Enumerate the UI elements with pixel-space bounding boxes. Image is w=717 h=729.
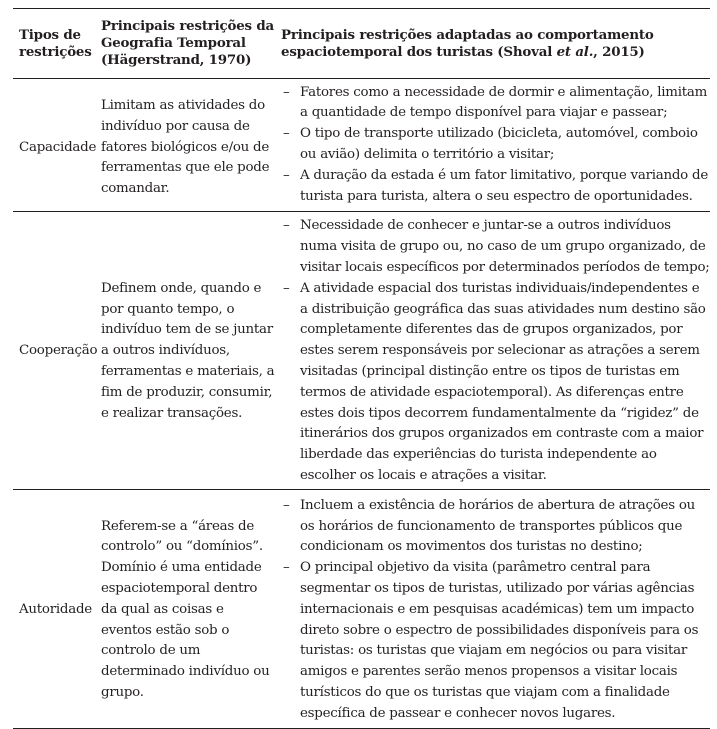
header-tourist-restrictions [275, 27, 710, 61]
table-row-autoridade [13, 490, 710, 728]
row-hagerstrand: Definem onde, quando e por quanto tempo, o indivíduo tem de se juntar a outros indivíduos, ferramentas e materiais, a fim de produzir, consumir, e realizar transações. [101, 280, 275, 421]
list-item: – A atividade espacial dos turistas individuais/independentes e a distribuição geográfica das suas atividades num destino são completamente diferentes das de grupos organizados, por estes serem responsáveis por selecionar as atrações a serem visitadas (principal distinção entre os tipos de turistas em termos de atividade espaciotemporal). As diferenças entre estes dois tipos decorrem fundamentalmente da “rigidez” de itinerários dos grupos organizados em contraste com a maior liberdade das experiências do turista independente ao escolher os locais e atrações a visitar. [281, 279, 710, 487]
list-item: – O principal objetivo da visita (parâmetro central para segmentar os tipos de turistas, utilizado por várias agências internacionais e em pesquisas académicas) tem um impacto direto sobre o espectro de possibilidades disponíveis para os turistas: os turistas que viajam em negócios ou para visitar amigos e parentes serão menos propensos a visitar locais turísticos do que os turistas que viajam com a finalidade específica de passear e conhecer novos lugares. [281, 558, 710, 724]
list-item: – Fatores como a necessidade de dormir e alimentação, limitam a quantidade de tempo disponível para viajar e passear; [281, 83, 710, 125]
list-item: – A duração da estada é um fator limitativo, porque variando de turista para turista, altera o seu espectro de oportunidades. [281, 166, 710, 208]
row-type: Cooperação [19, 343, 98, 359]
list-item: – O tipo de transporte utilizado (bicicleta, automóvel, comboio ou avião) delimita o território a visitar; [281, 124, 710, 166]
row-tourist-restrictions [275, 83, 710, 208]
row-type: Autoridade [19, 601, 92, 617]
header-tourist-text: Principais restrições adaptadas ao comportamento espaciotemporal dos turistas (Shoval [281, 26, 654, 60]
list-item: – Necessidade de conhecer e juntar-se a outros indivíduos numa visita de grupo ou, no caso de um grupo organizado, de visitar locais específicos por determinados períodos de tempo; [281, 216, 710, 278]
row-tourist-restrictions [275, 216, 710, 486]
restriction-list [281, 83, 710, 208]
restrictions-table [13, 8, 710, 729]
table-row-cooperacao [13, 212, 710, 488]
header-restriction-types: Tipos de restrições [19, 26, 92, 60]
table-header-row [13, 9, 710, 78]
row-hagerstrand: Limitam as atividades do indivíduo por causa de fatores biológicos e/ou de ferramentas que ele pode comandar. [101, 98, 270, 197]
table-bottom-rule [13, 728, 710, 729]
restriction-list [281, 496, 710, 725]
header-tourist-year: , 2015) [593, 43, 645, 60]
row-type: Capacidade [19, 139, 97, 155]
row-tourist-restrictions [275, 496, 710, 725]
header-etal: et al. [556, 43, 594, 60]
list-item: – Incluem a existência de horários de abertura de atrações ou os horários de funcionamento de transportes públicos que condicionam os movimentos dos turistas no destino; [281, 496, 710, 558]
table-row-capacidade [13, 79, 710, 212]
header-hagerstrand: Principais restrições da Geografia Temporal (Hägerstrand, 1970) [101, 18, 274, 69]
row-hagerstrand: Referem-se a “áreas de controlo” ou “domínios”. Domínio é uma entidade espaciotemporal dentro da qual as coisas e eventos estão sob o controlo de um determinado indivíduo ou grupo. [101, 518, 270, 700]
restriction-list [281, 216, 710, 486]
